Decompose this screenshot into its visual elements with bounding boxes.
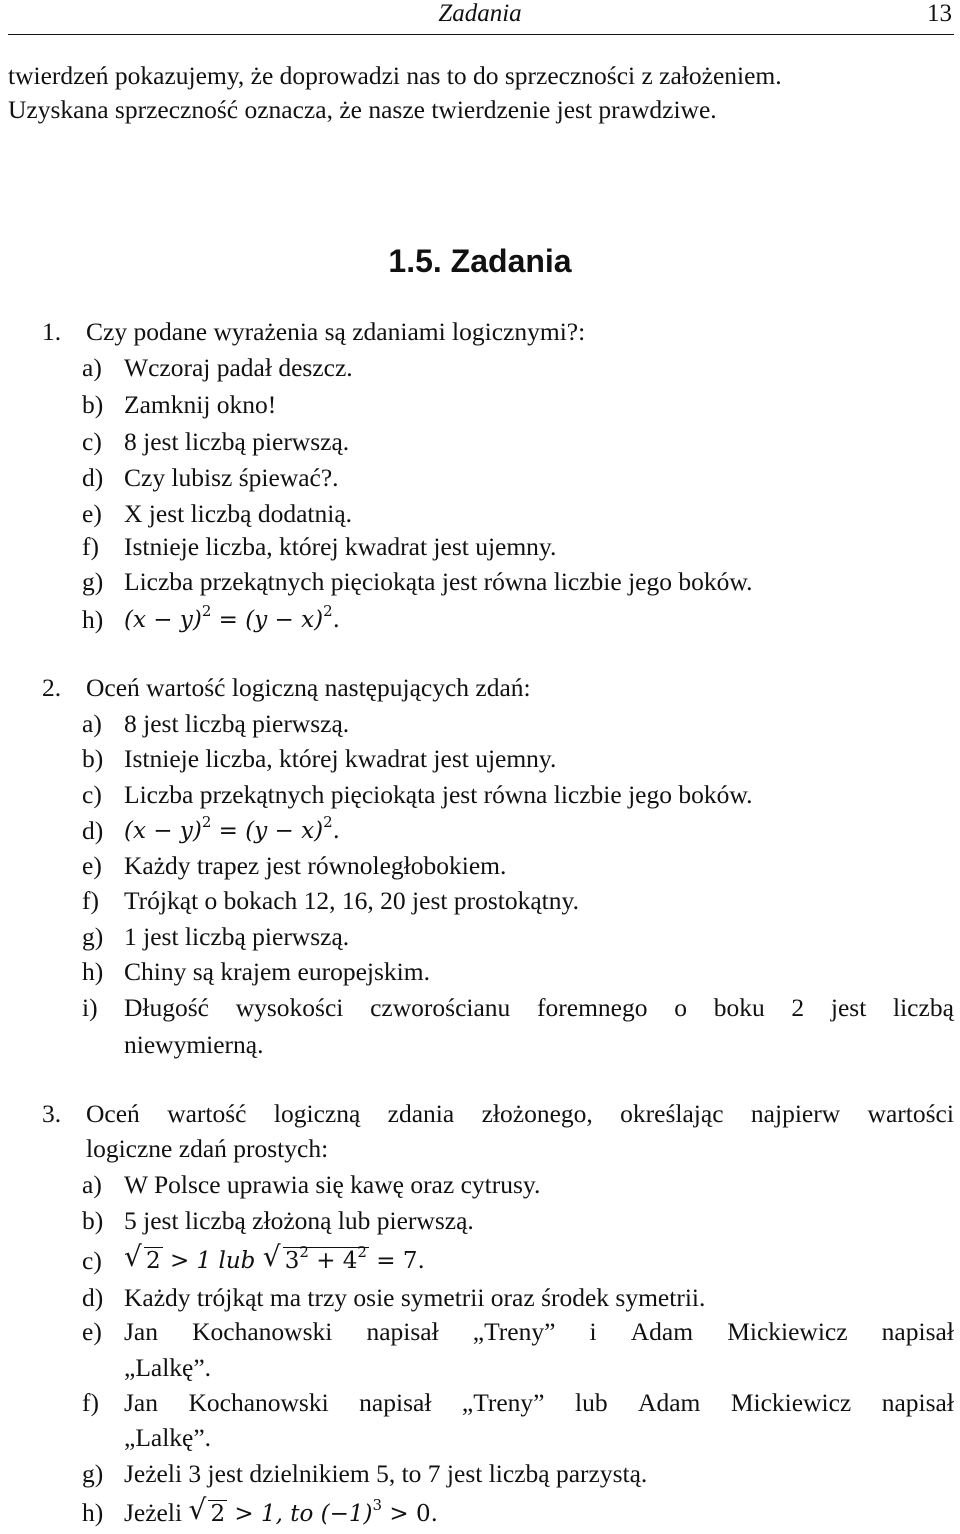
item-label: b) xyxy=(82,1206,104,1235)
math-expression: √ 2 > 1 lub √ $3^2 + 4^2 = 7$. xyxy=(124,1247,425,1275)
item-label: b) xyxy=(82,390,104,419)
intro-line-2: Uzyskana sprzeczność oznacza, że nasze twierdzenie jest prawdziwe. xyxy=(8,95,717,124)
math-expression: √ 2 > 1, to $(-1)^3 > 0$. xyxy=(188,1501,437,1527)
item-label: d) xyxy=(82,463,104,492)
item-label: h) xyxy=(82,1498,104,1527)
math-expression: $(x - y)^2 = (y - x)^2$. xyxy=(124,602,340,633)
item-label: g) xyxy=(82,922,104,951)
sqrt-symbol: √ 2 xyxy=(124,1247,163,1275)
exercise-number: 3. xyxy=(42,1099,62,1128)
list-item: 1 jest liczbą pierwszą. xyxy=(124,922,350,951)
item-label: a) xyxy=(82,709,102,738)
item-label: f) xyxy=(82,1388,99,1417)
item-label: b) xyxy=(82,744,104,773)
exercise-question: Czy podane wyrażenia są zdaniami logicznymi?: xyxy=(86,317,586,346)
exercise-question: Oceń wartość logiczną następujących zdań: xyxy=(86,673,531,702)
list-item: 8 jest liczbą pierwszą. xyxy=(124,427,350,456)
list-item-justified: Jan Kochanowski napisał „Treny” lub Adam Mickiewicz napisał xyxy=(124,1388,954,1417)
list-item-continuation: „Lalkę”. xyxy=(124,1423,212,1452)
list-item-justified: Długość wysokości czworościanu foremnego o boku 2 jest liczbą xyxy=(124,993,954,1022)
exercise-question-continuation: logiczne zdań prostych: xyxy=(86,1134,329,1163)
item-label: e) xyxy=(82,851,102,880)
item-label: g) xyxy=(82,1459,104,1488)
list-item: Zamknij okno! xyxy=(124,390,277,419)
list-item-continuation: „Lalkę”. xyxy=(124,1353,212,1382)
item-label: c) xyxy=(82,1246,102,1275)
item-label: i) xyxy=(82,993,98,1022)
list-item: 8 jest liczbą pierwszą. xyxy=(124,709,350,738)
list-item-justified: Jan Kochanowski napisał „Treny” i Adam Mickiewicz napisał xyxy=(124,1317,954,1346)
sqrt-symbol: √ $3^2 + 4^2$ xyxy=(263,1247,369,1275)
list-item-continuation: niewymierną. xyxy=(124,1030,264,1059)
item-label: c) xyxy=(82,780,102,809)
header-title: Zadania xyxy=(438,0,522,27)
item-label: f) xyxy=(82,532,99,561)
item-label: a) xyxy=(82,353,102,382)
item-label: e) xyxy=(82,1317,102,1346)
item-label: c) xyxy=(82,427,102,456)
list-item: Czy lubisz śpiewać?. xyxy=(124,463,339,492)
list-item: Istnieje liczba, której kwadrat jest ujemny. xyxy=(124,532,557,561)
header-rule xyxy=(8,34,954,35)
list-item: Wczoraj padał deszcz. xyxy=(124,353,353,382)
list-item: Trójkąt o bokach 12, 16, 20 jest prostokątny. xyxy=(124,886,579,915)
list-item: Liczba przekątnych pięciokąta jest równa liczbie jego boków. xyxy=(124,780,753,809)
item-label: d) xyxy=(82,1283,104,1312)
list-item: W Polsce uprawia się kawę oraz cytrusy. xyxy=(124,1170,541,1199)
page-number: 13 xyxy=(927,0,952,27)
item-label: a) xyxy=(82,1170,102,1199)
list-item: Liczba przekątnych pięciokąta jest równa liczbie jego boków. xyxy=(124,567,753,596)
item-label: h) xyxy=(82,605,104,634)
list-item: X jest liczbą dodatnią. xyxy=(124,499,353,528)
list-item: 5 jest liczbą złożoną lub pierwszą. xyxy=(124,1206,474,1235)
exercise-number: 2. xyxy=(42,673,62,702)
exercise-question: Oceń wartość logiczną zdania złożonego, określając najpierw wartości xyxy=(86,1099,954,1128)
running-header xyxy=(0,0,960,40)
list-item: Jeżeli √ 2 > 1, to $(-1)^3 > 0$. xyxy=(124,1499,438,1528)
list-item: Chiny są krajem europejskim. xyxy=(124,957,430,986)
item-label: f) xyxy=(82,886,99,915)
item-label: e) xyxy=(82,499,102,528)
item-label: d) xyxy=(82,816,104,845)
section-heading: 1.5. Zadania xyxy=(388,243,572,279)
intro-line-1: twierdzeń pokazujemy, że doprowadzi nas to do sprzeczności z założeniem. xyxy=(8,61,782,90)
list-item: Każdy trójkąt ma trzy osie symetrii oraz środek symetrii. xyxy=(124,1283,706,1312)
exercise-number: 1. xyxy=(42,317,62,346)
math-expression: $(x - y)^2 = (y - x)^2$. xyxy=(124,813,340,844)
item-label: h) xyxy=(82,957,104,986)
item-label: g) xyxy=(82,567,104,596)
list-item: Jeżeli 3 jest dzielnikiem 5, to 7 jest liczbą parzystą. xyxy=(124,1459,648,1488)
list-item: Każdy trapez jest równoległobokiem. xyxy=(124,851,507,880)
list-item: Istnieje liczba, której kwadrat jest ujemny. xyxy=(124,744,557,773)
sqrt-symbol: √ 2 xyxy=(188,1500,227,1528)
